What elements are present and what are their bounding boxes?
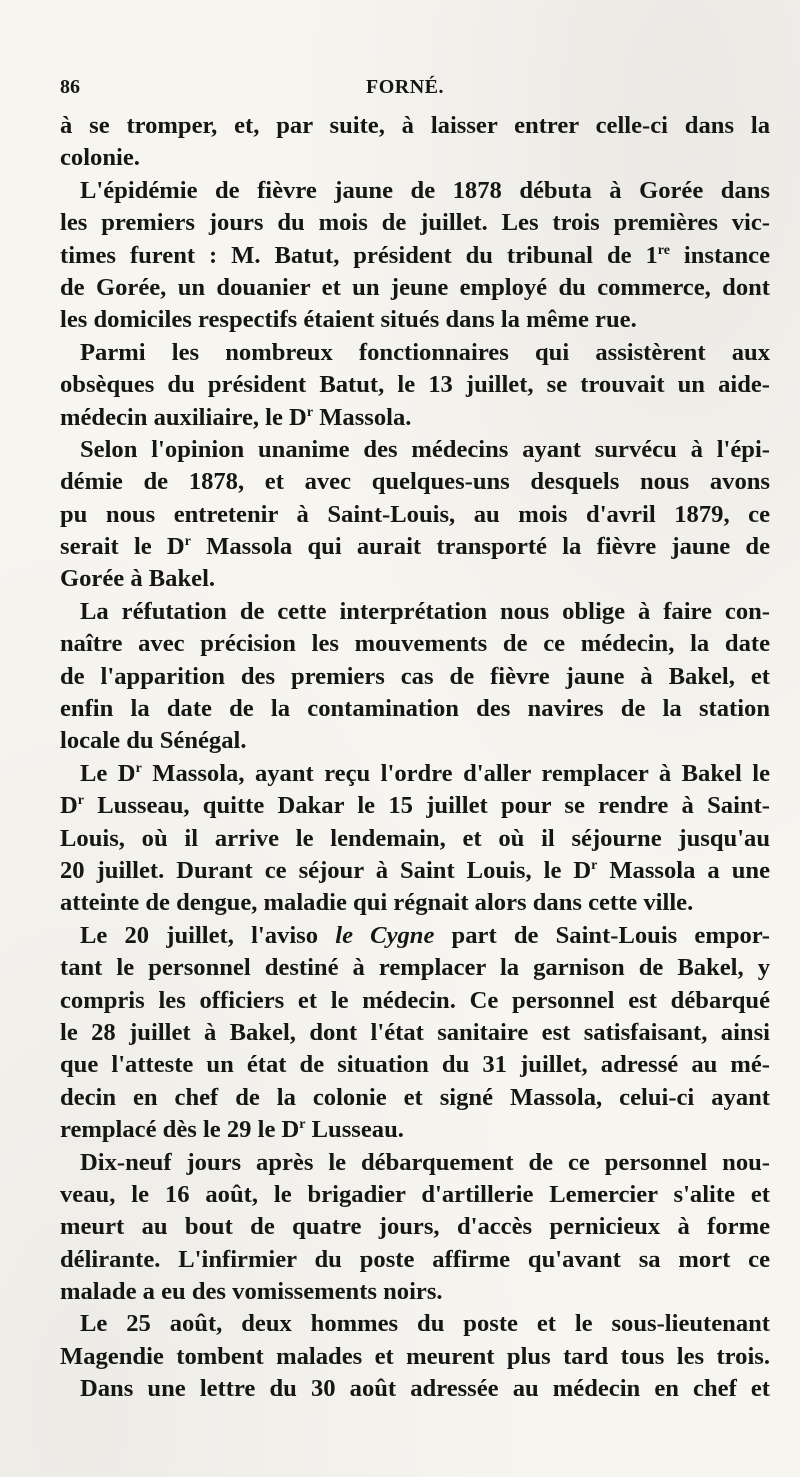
text-line: médecin auxiliaire, le $D^r$ Massola. — [60, 403, 412, 431]
body-text — [60, 110, 770, 1406]
text-line: L'épidémie de fièvre jaune de 1878 débuta à Gorée dans — [80, 176, 770, 204]
text-line: Selon l'opinion unanime des médecins ayant survécu à l'épi- — [80, 435, 770, 463]
text-line: Parmi les nombreux fonctionnaires qui assistèrent aux — [80, 338, 770, 366]
text-line: Magendie tombent malades et meurent plus tard tous les trois. — [60, 1342, 770, 1370]
text-line: La réfutation de cette interprétation nous oblige à faire con- — [80, 597, 770, 625]
text-line: Le 25 août, deux hommes du poste et le sous-lieutenant — [80, 1310, 770, 1338]
text-line: Gorée à Bakel. — [60, 565, 216, 593]
text-line: de l'apparition des premiers cas de fièvre jaune à Bakel, et — [60, 662, 770, 690]
text-line: tant le personnel destiné à remplacer la garnison de Bakel, y — [60, 954, 770, 982]
text-line: Le $D^r$ Massola, ayant reçu l'ordre d'aller remplacer à Bakel le — [80, 759, 770, 787]
text-line: compris les officiers et le médecin. Ce personnel est débarqué — [60, 986, 770, 1014]
text-line: que l'atteste un état de situation du 31 juillet, adressé au mé- — [60, 1051, 770, 1079]
text-line: decin en chef de la colonie et signé Massola, celui-ci ayant — [60, 1083, 770, 1111]
text-line: remplacé dès le 29 le $D^r$ Lusseau. — [60, 1116, 404, 1144]
text-line: Dans une lettre du 30 août adressée au médecin en chef et — [80, 1375, 770, 1403]
text-line: atteinte de dengue, maladie qui régnait alors dans cette ville. — [60, 889, 694, 917]
text-line: colonie. — [60, 144, 140, 172]
text-line: enfin la date de la contamination des navires de la station — [60, 695, 770, 723]
text-line: le 28 juillet à Bakel, dont l'état sanitaire est satisfaisant, ainsi — [60, 1018, 770, 1046]
text-line: Dix-neuf jours après le débarquement de ce personnel nou- — [80, 1148, 770, 1176]
running-head: FORNÉ. — [366, 76, 444, 98]
text-line: les domiciles respectifs étaient situés dans la même rue. — [60, 306, 637, 334]
text-line: à se tromper, et, par suite, à laisser entrer celle-ci dans la — [60, 112, 770, 139]
text-line: veau, le 16 août, le brigadier d'artillerie Lemercier s'alite et — [60, 1180, 770, 1208]
text-line: malade a eu des vomissements noirs. — [60, 1278, 443, 1306]
text-line: locale du Sénégal. — [60, 727, 247, 755]
text-line: $D^r$ Lusseau, quitte Dakar le 15 juillet pour se rendre à Saint- — [60, 792, 770, 820]
text-line: délirante. L'infirmier du poste affirme qu'avant sa mort ce — [60, 1245, 770, 1273]
text-line: de Gorée, un douanier et un jeune employé du commerce, dont — [60, 273, 770, 301]
text-line: meurt au bout de quatre jours, d'accès pernicieux à forme — [60, 1213, 770, 1241]
text-line: serait le $D^r$ Massola qui aurait transporté la fièvre jaune de — [60, 533, 771, 561]
text-line: times furent : M. Batut, président du tribunal de 1re instance — [60, 241, 770, 269]
text-line: les premiers jours du mois de juillet. Les trois premières vic- — [60, 209, 770, 237]
text-line: 20 juillet. Durant ce séjour à Saint Louis, le $D^r$ Massola a une — [60, 856, 770, 884]
text-line: pu nous entretenir à Saint-Louis, au mois d'avril 1879, ce — [60, 500, 770, 528]
text-line: obsèques du président Batut, le 13 juillet, se trouvait un aide- — [60, 371, 770, 399]
page-header — [60, 76, 750, 106]
text-line: démie de 1878, et avec quelques-uns desquels nous avons — [60, 468, 770, 496]
text-line: Le 20 juillet, l'aviso le Cygne part de Saint-Louis empor- — [80, 921, 770, 949]
page-number: 86 — [60, 76, 80, 98]
text-line: naître avec précision les mouvements de ce médecin, la date — [60, 630, 770, 658]
text-line: Louis, où il arrive le lendemain, et où il séjourne jusqu'au — [60, 824, 770, 852]
